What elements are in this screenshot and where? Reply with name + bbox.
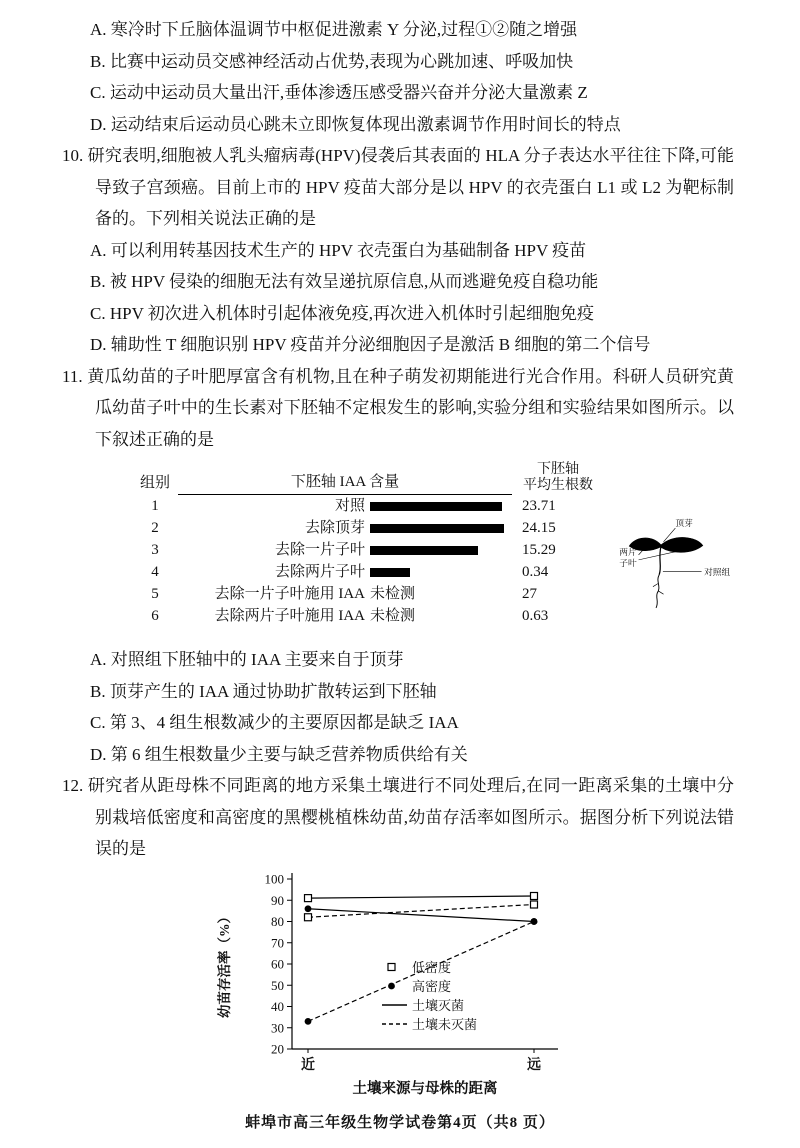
svg-text:80: 80: [271, 913, 284, 929]
column-header-roots: 下胚轴 平均生根数: [523, 462, 593, 493]
question-12: [62, 770, 734, 1106]
group-number: 6: [151, 608, 159, 624]
root-count: 23.71: [522, 498, 556, 514]
svg-text:100: 100: [264, 871, 284, 886]
group-number: 2: [151, 520, 159, 536]
svg-text:幼苗存活率（%）: 幼苗存活率（%）: [217, 909, 232, 1018]
page-footer: 蚌埠市高三年级生物学试卷第4页（共8 页）: [245, 1115, 555, 1131]
svg-text:30: 30: [271, 1019, 284, 1035]
svg-text:90: 90: [271, 892, 284, 908]
option-line: D. 辅助性 T 细胞识别 HPV 疫苗并分泌细胞因子是激活 B 细胞的第二个信号: [90, 335, 651, 354]
option-line: B. 被 HPV 侵染的细胞无法有效呈递抗原信息,从而逃避免疫自稳功能: [90, 272, 599, 291]
top-bud-label: 顶芽: [675, 518, 693, 529]
svg-text:40: 40: [271, 998, 284, 1014]
control-group-label: 对照组: [704, 566, 731, 577]
iaa-bar-cell: [370, 539, 512, 561]
treatment-label: 去除两片子叶施用 IAA: [214, 608, 365, 624]
not-detected-note: 未检测: [370, 608, 416, 624]
option-line: A. 对照组下胚轴中的 IAA 主要来自于顶芽: [90, 650, 404, 669]
table-row: [132, 605, 604, 627]
table-row: [132, 583, 604, 605]
not-detected-note: 未检测: [370, 586, 416, 602]
cotyledon-label: 两片: [619, 546, 637, 557]
treatment-label: 对照: [334, 498, 365, 514]
option-line: A. 可以利用转基因技术生产的 HPV 衣壳蛋白为基础制备 HPV 疫苗: [90, 240, 587, 260]
group-number: 3: [151, 542, 159, 558]
table-row: [132, 561, 604, 583]
root-count: 15.29: [522, 542, 556, 558]
survival-rate-chart: [212, 869, 584, 1101]
q11-options: [62, 644, 734, 770]
treatment-label: 去除两片子叶: [274, 564, 365, 580]
root-count: 24.15: [522, 520, 556, 536]
figure-header: [132, 462, 604, 495]
seedling-diagram: [618, 488, 734, 638]
treatment-label: 去除顶芽: [304, 520, 365, 536]
option-line: A. 寒冷时下丘脑体温调节中枢促进激素 Y 分泌,过程①②随之增强: [90, 20, 578, 39]
svg-text:土壤未灭菌: 土壤未灭菌: [412, 1016, 478, 1032]
svg-text:20: 20: [271, 1041, 284, 1056]
q9-options: [62, 14, 734, 140]
iaa-bar: [370, 568, 410, 577]
group-number: 4: [151, 564, 159, 580]
iaa-bar-cell: [370, 517, 512, 539]
root-count: 0.63: [522, 608, 549, 624]
treatment-label: 去除一片子叶: [274, 542, 365, 558]
svg-text:高密度: 高密度: [412, 978, 452, 994]
svg-text:土壤来源与母株的距离: 土壤来源与母株的距离: [352, 1080, 498, 1097]
iaa-bar-cell: [370, 495, 512, 517]
table-row: [132, 539, 604, 561]
question-text: 研究表明,细胞被人乳头瘤病毒(HPV)侵袭后其表面的 HLA 分子表达水平往往下降,可能导致子宫颈癌。目前上市的 HPV 疫苗大部分是以 HPV 的衣壳蛋白 L1 或 L2 为靶标制备的。下列相关说法正确的是: [87, 146, 734, 228]
group-number: 1: [151, 498, 159, 514]
svg-text:土壤灭菌: 土壤灭菌: [412, 997, 465, 1013]
hypocotyl: [659, 546, 661, 575]
svg-text:50: 50: [271, 977, 284, 993]
question-text: 黄瓜幼苗的子叶肥厚富含有机物,且在种子萌发初期能进行光合作用。科研人员研究黄瓜幼苗子叶中的生长素对下胚轴不定根发生的影响,实验分组和实验结果如图所示。以下叙述正确的是: [87, 366, 735, 449]
question-stem: [62, 770, 734, 865]
iaa-bar: [370, 502, 502, 511]
svg-text:近: 近: [301, 1057, 315, 1073]
group-number: 5: [151, 586, 159, 602]
question-11: [62, 361, 734, 771]
iaa-bar-table: [132, 462, 604, 638]
svg-text:低密度: 低密度: [412, 959, 452, 975]
table-row: [132, 495, 604, 517]
root-count: 27: [522, 586, 537, 602]
q11-figure: [132, 462, 734, 638]
q10-options: [62, 235, 734, 361]
option-line: C. 第 3、4 组生根数减少的主要原因都是缺乏 IAA: [90, 713, 459, 732]
column-header-group: 组别: [139, 475, 170, 491]
column-header-iaa: 下胚轴 IAA 含量: [178, 474, 512, 495]
figure-rows: [132, 495, 604, 627]
root-count: 0.34: [522, 564, 549, 580]
option-line: D. 第 6 组生根数量少主要与缺乏营养物质供给有关: [90, 744, 468, 764]
cotyledon-label: 子叶: [619, 558, 637, 569]
iaa-bar: [370, 524, 504, 533]
iaa-bar-cell: [370, 583, 512, 605]
svg-text:60: 60: [271, 956, 284, 971]
option-line: D. 运动结束后运动员心跳未立即恢复体现出激素调节作用时间长的特点: [90, 114, 621, 134]
question-stem: [62, 361, 734, 456]
question-stem: [62, 140, 734, 235]
question-number: 11.: [62, 366, 83, 386]
question-number: 12.: [62, 776, 84, 795]
q12-figure: [212, 869, 584, 1106]
treatment-label: 去除一片子叶施用 IAA: [214, 586, 365, 602]
question-number: 10.: [62, 146, 84, 165]
svg-text:70: 70: [271, 934, 284, 950]
iaa-bar-cell: [370, 561, 512, 583]
svg-text:远: 远: [527, 1057, 541, 1073]
iaa-bar-cell: [370, 605, 512, 627]
option-line: C. HPV 初次进入机体时引起体液免疫,再次进入机体时引起细胞免疫: [90, 303, 595, 323]
question-10: [62, 140, 734, 361]
option-line: B. 比赛中运动员交感神经活动占优势,表现为心跳加速、呼吸加快: [90, 51, 574, 71]
table-row: [132, 517, 604, 539]
option-line: B. 顶芽产生的 IAA 通过协助扩散转运到下胚轴: [90, 681, 437, 701]
option-line: C. 运动中运动员大量出汗,垂体渗透压感受器兴奋并分泌大量激素 Z: [90, 83, 588, 102]
iaa-bar: [370, 546, 478, 555]
question-text: 研究者从距母株不同距离的地方采集土壤进行不同处理后,在同一距离采集的土壤中分别栽培低密度和高密度的黑樱桃植株幼苗,幼苗存活率如图所示。据图分析下列说法错误的是: [87, 776, 735, 858]
right-cotyledon: [661, 537, 703, 552]
